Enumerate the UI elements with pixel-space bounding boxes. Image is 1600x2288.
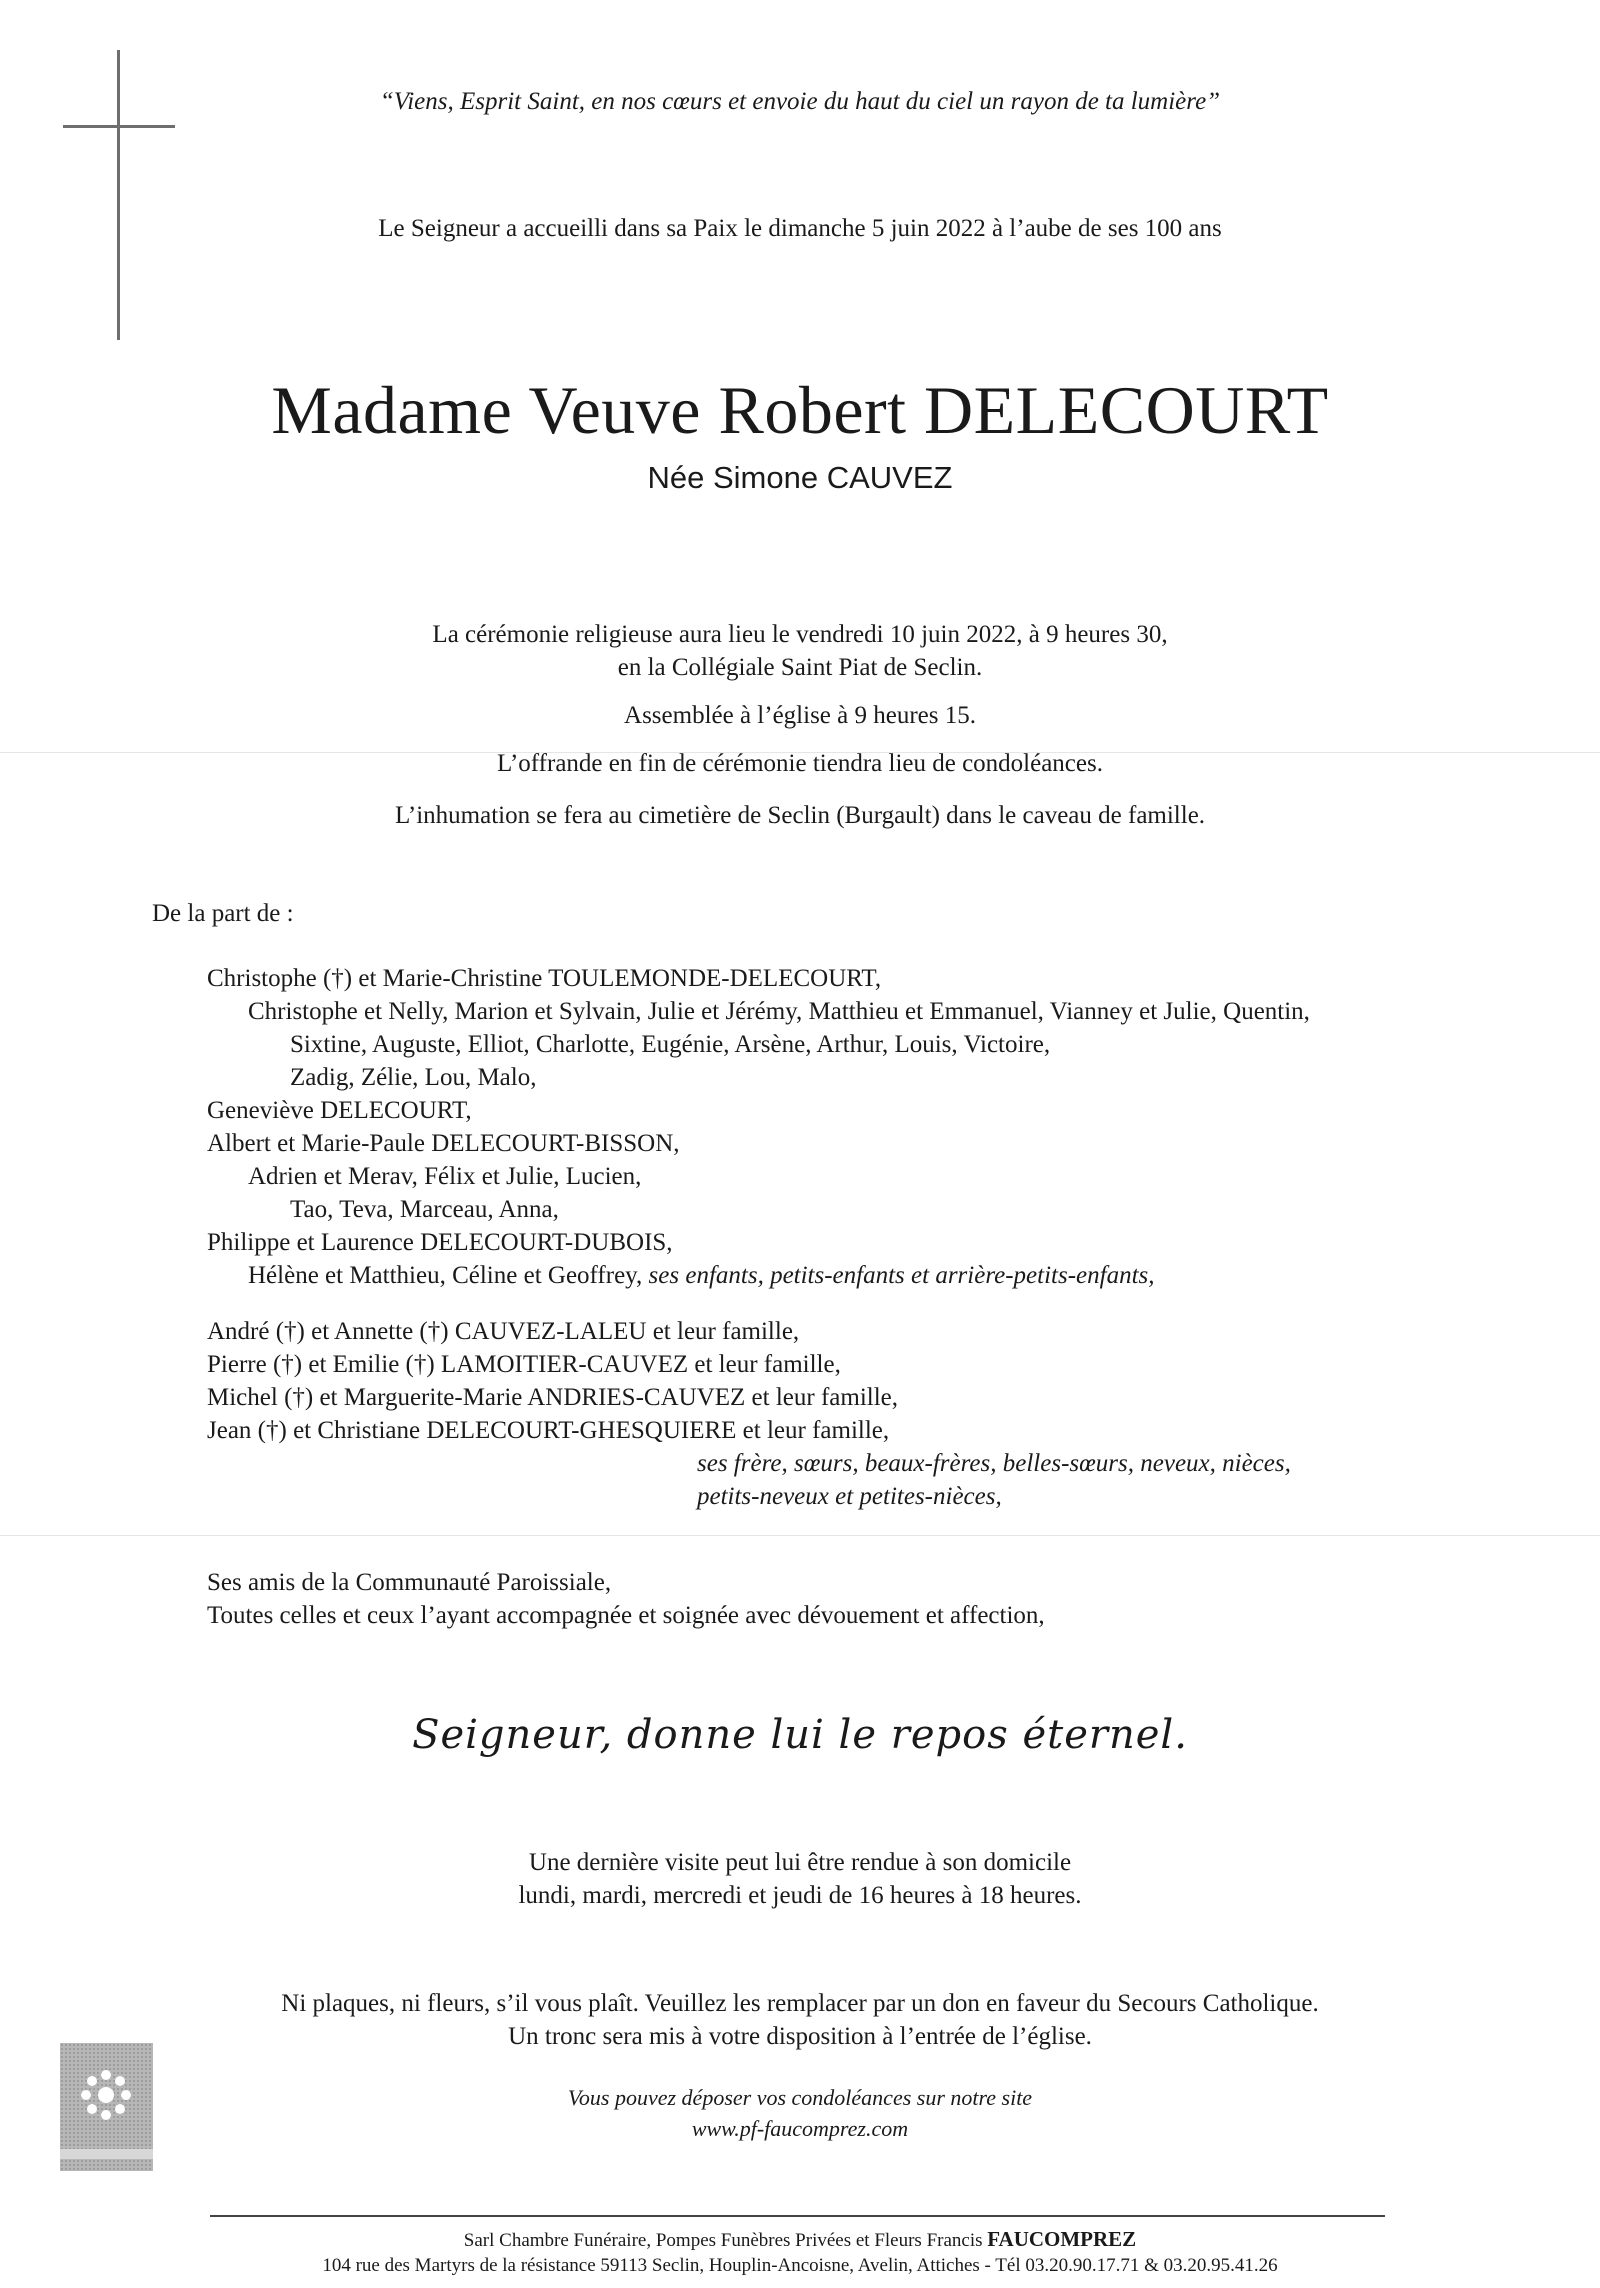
- family-line: Albert et Marie-Paule DELECOURT-BISSON,: [207, 1130, 680, 1157]
- assembly-time: Assemblée à l’église à 9 heures 15.: [624, 702, 976, 729]
- footer-company: [0, 2226, 1600, 2254]
- deceased-name: Madame Veuve Robert DELECOURT: [271, 372, 1329, 448]
- family-names: Hélène et Matthieu, Céline et Geoffrey,: [248, 1262, 643, 1289]
- ceremony-line-2: en la Collégiale Saint Piat de Seclin.: [617, 654, 983, 681]
- sibling-line: André (†) et Annette (†) CAUVEZ-LALEU et leur famille,: [207, 1318, 800, 1345]
- condolences-info: [0, 2082, 1600, 2144]
- friends-line: Toutes celles et ceux l’ayant accompagnée et soignée avec dévouement et affection,: [207, 1602, 1045, 1629]
- cross-icon-horizontal: [63, 125, 175, 128]
- family-intro: De la part de :: [152, 900, 294, 927]
- relation-label: ses enfants, petits-enfants et arrière-petits-enfants,: [648, 1262, 1155, 1289]
- family-line: Philippe et Laurence DELECOURT-DUBOIS,: [207, 1229, 673, 1256]
- announcement: Le Seigneur a accueilli dans sa Paix le dimanche 5 juin 2022 à l’aube de ses 100 ans: [378, 215, 1222, 242]
- friends-line: Ses amis de la Communauté Paroissiale,: [207, 1569, 612, 1596]
- relation-label: ses frère, sœurs, beaux-frères, belles-sœurs, neveux, nièces,: [697, 1450, 1291, 1477]
- visit-info: [0, 1846, 1600, 1912]
- condolences-line: Vous pouvez déposer vos condoléances sur notre site: [567, 2085, 1033, 2110]
- offering-note: L’offrande en fin de cérémonie tiendra lieu de condoléances.: [497, 750, 1103, 777]
- ceremony-info: [0, 618, 1600, 684]
- donation-line-1: Ni plaques, ni fleurs, s’il vous plaît. Veuillez les remplacer par un don en faveur du Secours Catholique.: [281, 1990, 1319, 2017]
- logo-caption: [60, 2149, 153, 2159]
- visit-line-2: lundi, mardi, mercredi et jeudi de 16 heures à 18 heures.: [518, 1882, 1082, 1909]
- family-line: Zadig, Zélie, Lou, Malo,: [290, 1064, 537, 1091]
- burial-info: L’inhumation se fera au cimetière de Seclin (Burgault) dans le caveau de famille.: [394, 802, 1206, 829]
- sibling-line: Michel (†) et Marguerite-Marie ANDRIES-CAUVEZ et leur famille,: [207, 1384, 899, 1411]
- family-line: Adrien et Merav, Félix et Julie, Lucien,: [248, 1163, 642, 1190]
- quote: “Viens, Esprit Saint, en nos cœurs et envoie du haut du ciel un rayon de ta lumière”: [379, 88, 1221, 115]
- ceremony-line-1: La cérémonie religieuse aura lieu le vendredi 10 juin 2022, à 9 heures 30,: [432, 621, 1168, 648]
- footer-divider: [210, 2215, 1385, 2217]
- footer-company-prefix: Sarl Chambre Funéraire, Pompes Funèbres Privées et Fleurs Francis: [463, 2230, 988, 2251]
- footer-address: 104 rue des Martyrs de la résistance 59113 Seclin, Houplin-Ancoisne, Avelin, Attiches - Tél 03.20.90.17.71 & 03.20.95.41.26: [322, 2255, 1278, 2276]
- maiden-name: Née Simone CAUVEZ: [647, 460, 953, 495]
- visit-line-1: Une dernière visite peut lui être rendue à son domicile: [528, 1849, 1072, 1876]
- donation-line-2: Un tronc sera mis à votre disposition à l’entrée de l’église.: [508, 2023, 1092, 2050]
- secours-catholique-logo: [60, 2043, 153, 2171]
- sibling-line: Jean (†) et Christiane DELECOURT-GHESQUIERE et leur famille,: [207, 1417, 890, 1444]
- family-line: Christophe (†) et Marie-Christine TOULEMONDE-DELECOURT,: [207, 965, 882, 992]
- secours-catholique-star-icon: [76, 2065, 136, 2125]
- footer-company-name: FAUCOMPREZ: [987, 2227, 1137, 2251]
- family-line: Christophe et Nelly, Marion et Sylvain, Julie et Jérémy, Matthieu et Emmanuel, Vianney et Julie, Quentin,: [248, 998, 1310, 1025]
- donation-info: [0, 1987, 1600, 2053]
- family-line: Geneviève DELECOURT,: [207, 1097, 472, 1124]
- sibling-line: Pierre (†) et Emilie (†) LAMOITIER-CAUVEZ et leur famille,: [207, 1351, 841, 1378]
- condolences-url[interactable]: www.pf-faucomprez.com: [691, 2116, 909, 2141]
- scan-line: [0, 1535, 1600, 1536]
- family-line: Tao, Teva, Marceau, Anna,: [290, 1196, 559, 1223]
- prayer: Seigneur, donne lui le repos éternel.: [412, 1712, 1188, 1758]
- family-line: Sixtine, Auguste, Elliot, Charlotte, Eugénie, Arsène, Arthur, Louis, Victoire,: [290, 1031, 1051, 1058]
- relation-label: petits-neveux et petites-nièces,: [697, 1483, 1002, 1510]
- family-line-last: [248, 1259, 1155, 1292]
